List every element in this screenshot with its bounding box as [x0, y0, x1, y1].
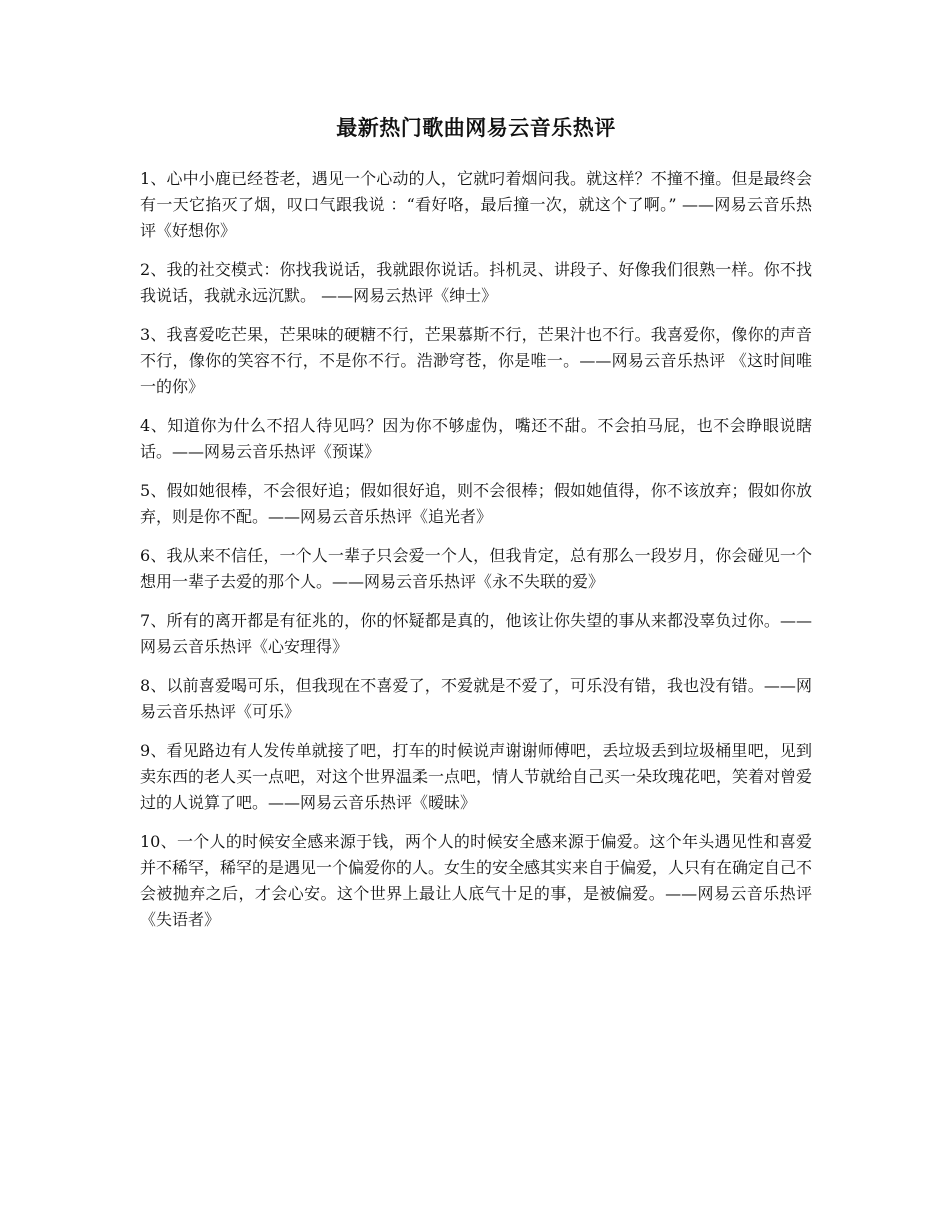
comment-entry-8: 8、以前喜爱喝可乐，但我现在不喜爱了，不爱就是不爱了，可乐没有错，我也没有错。——网易云音乐热评《可乐》	[140, 676, 812, 721]
comment-entry-7: 7、所有的离开都是有征兆的，你的怀疑都是真的，他该让你失望的事从来都没辜负过你。——网易云音乐热评《心安理得》	[140, 611, 812, 656]
comment-entry-1: 1、心中小鹿已经苍老，遇见一个心动的人，它就叼着烟问我。就这样？不撞不撞。但是最终会有一天它掐灭了烟，叹口气跟我说 ：“看好咯，最后撞一次，就这个了啊。” ——网易云音乐热评《好想你》	[140, 169, 812, 240]
comment-entry-5: 5、假如她很棒，不会很好追；假如很好追，则不会很棒；假如她值得，你不该放弃；假如你放弃，则是你不配。——网易云音乐热评《追光者》	[140, 481, 812, 526]
comment-entry-9: 9、看见路边有人发传单就接了吧，打车的时候说声谢谢师傅吧，丢垃圾丢到垃圾桶里吧，见到卖东西的老人买一点吧，对这个世界温柔一点吧，情人节就给自己买一朵玫瑰花吧，笑着对曾爱过的人说算了吧。——网易云音乐热评《暧昧》	[140, 741, 813, 812]
comment-list	[140, 166, 812, 933]
comment-entry-6: 6、我从来不信任，一个人一辈子只会爱一个人，但我肯定，总有那么一段岁月，你会碰见一个想用一辈子去爱的那个人。——网易云音乐热评《永不失联的爱》	[140, 546, 812, 591]
comment-entry-10: 10、一个人的时候安全感来源于钱，两个人的时候安全感来源于偏爱。这个年头遇见性和喜爱并不稀罕，稀罕的是遇见一个偏爱你的人。女生的安全感其实来自于偏爱，人只有在确定自己不会被抛弃之后，才会心安。这个世界上最让人底气十足的事，是被偏爱。——网易云音乐热评《失语者》	[140, 832, 813, 929]
document-title: 最新热门歌曲网易云音乐热评	[336, 115, 616, 140]
comment-entry-4: 4、知道你为什么不招人待见吗？因为你不够虚伪，嘴还不甜。不会拍马屁，也不会睁眼说瞎话。——网易云音乐热评《预谋》	[140, 416, 812, 461]
comment-entry-2: 2、我的社交模式：你找我说话，我就跟你说话。抖机灵、讲段子、好像我们很熟一样。你不找我说话，我就永远沉默。 ——网易云热评《绅士》	[140, 260, 812, 305]
document-page	[140, 108, 812, 946]
comment-entry-3: 3、我喜爱吃芒果，芒果味的硬糖不行，芒果慕斯不行，芒果汁也不行。我喜爱你，像你的声音不行，像你的笑容不行，不是你不行。浩渺穹苍，你是唯一。——网易云音乐热评 《这时间唯一的你》	[140, 325, 812, 396]
